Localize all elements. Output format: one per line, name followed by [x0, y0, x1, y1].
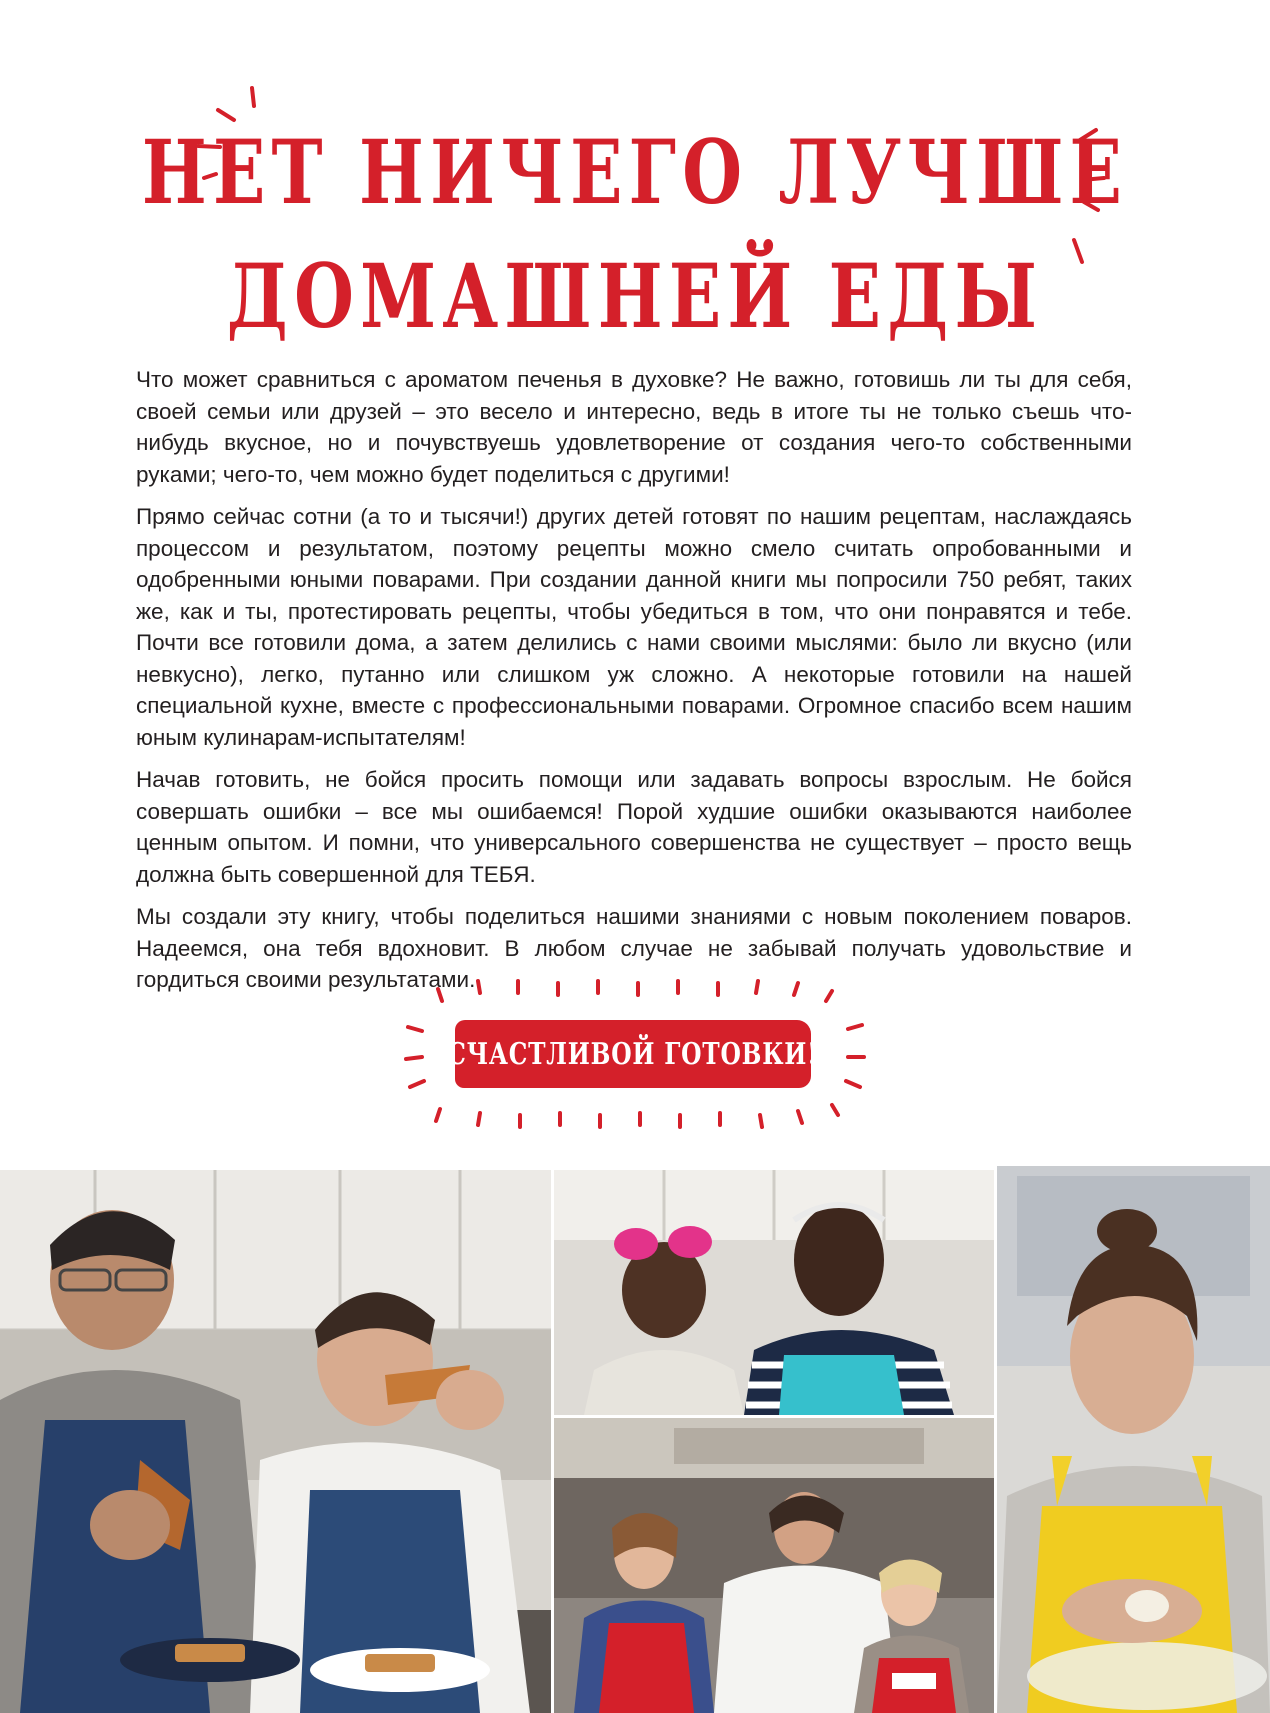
paragraph: Начав готовить, не бойся просить помощи или задавать вопросы взрослым. Не бойся совершать ошибки – все мы ошибаемся! Порой худшие ошибки оказываются наиболее ценным опытом. И помни, что универсального совершенства не существует – просто вещь должна быть совершенной для ТЕБЯ. [136, 767, 1132, 887]
happy-cooking-banner [400, 975, 870, 1135]
paragraph: Что может сравниться с ароматом печенья в духовке? Не важно, готовишь ли ты для себя, своей семьи или друзей – это весело и интересно, ведь в итоге ты не только съешь что-нибудь вкусное, но и почувствуешь удовлетворение от создания чего-то собственными руками; чего-то, чем можно будет поделиться с другими! [136, 367, 1132, 487]
banner-label-box [447, 1020, 819, 1088]
title-block [0, 60, 1270, 348]
banner-text: СЧАСТЛИВОЙ ГОТОВКИ! [447, 1036, 819, 1072]
title-line-1: НЕТ НИЧЕГО ЛУЧШЕ [141, 120, 1129, 224]
page-title [140, 110, 1131, 358]
photo-boys-eating [0, 1170, 551, 1713]
photo-chef-with-girls [554, 1418, 994, 1713]
photo-girl-cracking-egg [997, 1166, 1270, 1713]
paragraph: Прямо сейчас сотни (а то и тысячи!) других детей готовят по нашим рецептам, наслаждаясь процессом и результатом, поэтому рецепты можно смело считать опробованными и одобренными юными поварами. При создании данной книги мы попросили 750 ребят, таких же, как и ты, протестировать рецепты, чтобы убедиться в том, что они понравятся и тебе. Почти все готовили дома, а затем делились с нами своими мыслями: было ли вкусно (или невкусно), легко, путанно или слишком уж сложно. А некоторые готовили на нашей специальной кухне, вместе с профессиональными поварами. Огромное спасибо всем нашим юным кулинарам-испытателям! [136, 504, 1132, 750]
title-line-2: ДОМАШНЕЙ ЕДЫ [226, 244, 1044, 348]
photo-two-girls [554, 1170, 994, 1415]
paragraph: Мы создали эту книгу, чтобы поделиться нашими знаниями с новым поколением поваров. Надеемся, она тебя вдохновит. В любом случае не забывай получать удовольствие и гордиться своими результатами. [136, 904, 1132, 992]
intro-text [136, 364, 1132, 1007]
